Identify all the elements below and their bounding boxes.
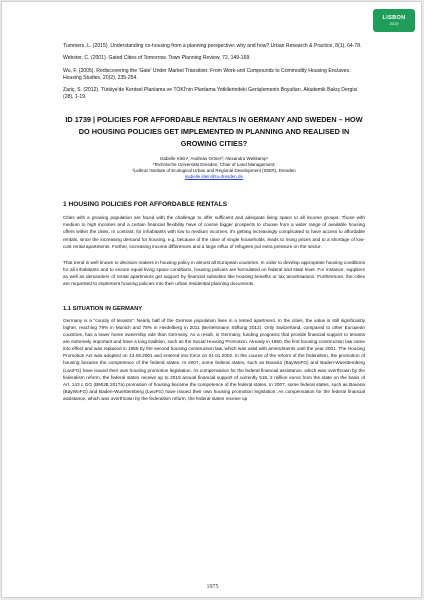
conference-logo	[373, 9, 415, 32]
body-paragraph: That trend is well known to decision makers in housing policy in almost all European countries. In order to develop appropriate housing conditions for all inhabitants and to ensure equal living space conditions, housing policies are formulated on federal and state level. For instance, suppliers as well as demanders of rental apartments get support by financial subsidies like housing benefits or tax amortisations. Furthermore, the cities are requested to implement housing policies into their urban residential planning documents.	[63, 259, 365, 287]
page-number: 1975	[206, 584, 219, 590]
body-paragraph: Germany is a "county of tenants". Nearly half of the German population lives in a rented apartment. In the cities, the value is still significantly higher, reaching 79% in Munich and 78% in Heidelberg in 2011 (Bertelsmann Stiftung 2012). Only Switzerland, compared to other European countries, has a lower home ownership rate than Germany. As a result, in Germany, funding programs that provide financial support to tenants are extremely important and have a long tradition, such as the Social Housing Promotion. Already in 1950, the first housing construction law came into effect and was replaced in 1956 by the second housing construction law, which was valid with amendments until the year 2001. The Housing Promotion Act was adopted on 13.09.2001 and entered into force on 01.01.2002. In the course of the reform of the federalism, the promotion of housing became the competence of the federal states. In 2007, some federal states, such as Bavaria (BayWoFG) and Baden-Wuerttemberg (LwoFG) have issued their own housing promotion legislation. As compensation for the federal financial assistance, which was overthrown by the federalism reform, the federal states receive up to 2019 annual financial support of currently 518, 2 million euros from the state on the basis of Art. 143 c GG (BMUB 2017a) promotion of housing became the competence of the federal states. In 2007, some federal states, such as Bavaria (BayWoFG) and Baden-Wuerttemberg (LwoFG) have issued their own housing promotion legislation. As compensation for the federal financial assistance, which was overthrown by the federalism reform, the federal states receive up	[63, 317, 365, 402]
author-names: Isabelle Klein¹; Andreas Ortner²; Alexandra Weitkamp¹	[160, 156, 268, 162]
logo-year: 2019	[389, 21, 399, 26]
section-heading: 1 HOUSING POLICIES FOR AFFORDABLE RENTALS	[63, 201, 228, 209]
reference-item: Wu, F. (2005). Rediscovering the 'Gate' Under Market Transition: From Work-unit Compounds to Commodity Housing Enclaves. Housing Studies, 20(2), 235-254.	[63, 67, 351, 81]
affiliation-1: ¹Technische Universität Dresden, Chair of Land Management;	[152, 162, 276, 168]
paper-page	[1, 1, 422, 598]
body-paragraph: Cities with a growing population are faced with the challenge to offer sufficient and adequate living space to all income groups. Those with medium to high incomes and a certain financial flexibility have of course bigger prospects to choose from a wider range of available housing offers within the cities. In contrast, for inhabitants with low to medium incomes, it's getting increasingly complicated to have access to affordable rentals, since the increasing demand for housing, e.g. because of the raise of single households, leads to rising prices and to a shortage of low-cost rental apartments. Further, increasing income differences and a large influx of refugees put extra pressure on the sector.	[63, 215, 365, 249]
page-content	[63, 43, 365, 411]
reference-item: Zariç, S. (2012). Türkiye'de Kentsel Planlama ve TOKİ'nin Planlama Yetkilerindeki Genişlemenin Boyutları. Akademik Bakış Dergisi (28), 1-19.	[63, 86, 358, 101]
affiliation-2: ²Leibniz Institute of Ecological Urban and Regional Development (IOER), Dresden	[132, 168, 296, 174]
author-block	[63, 156, 365, 180]
subsection-heading: 1.1 SITUATION IN GERMANY	[63, 305, 143, 312]
reference-item: Webster, C. (2001). Gated Cities of Tomorrow. Town Planning Review, 72, 149-169.	[63, 55, 251, 62]
author-email-link[interactable]: isabelle.klein@tu-dresden.de	[184, 174, 244, 180]
logo-text: LISBON	[382, 15, 406, 21]
reference-item: Tummers, L. (2015). Understanding co-housing from a planning perspective: why and how? Urban Research & Practice, 8(1), 64-78.	[63, 43, 362, 49]
reference-list	[63, 43, 365, 101]
paper-body	[63, 201, 365, 402]
paper-title: ID 1739 | POLICIES FOR AFFORDABLE RENTALS IN GERMANY AND SWEDEN – HOW DO HOUSING POLICIES GET IMPLEMENTED IN PLANNING AND REALISED IN GROWING CITIES?	[65, 115, 363, 149]
